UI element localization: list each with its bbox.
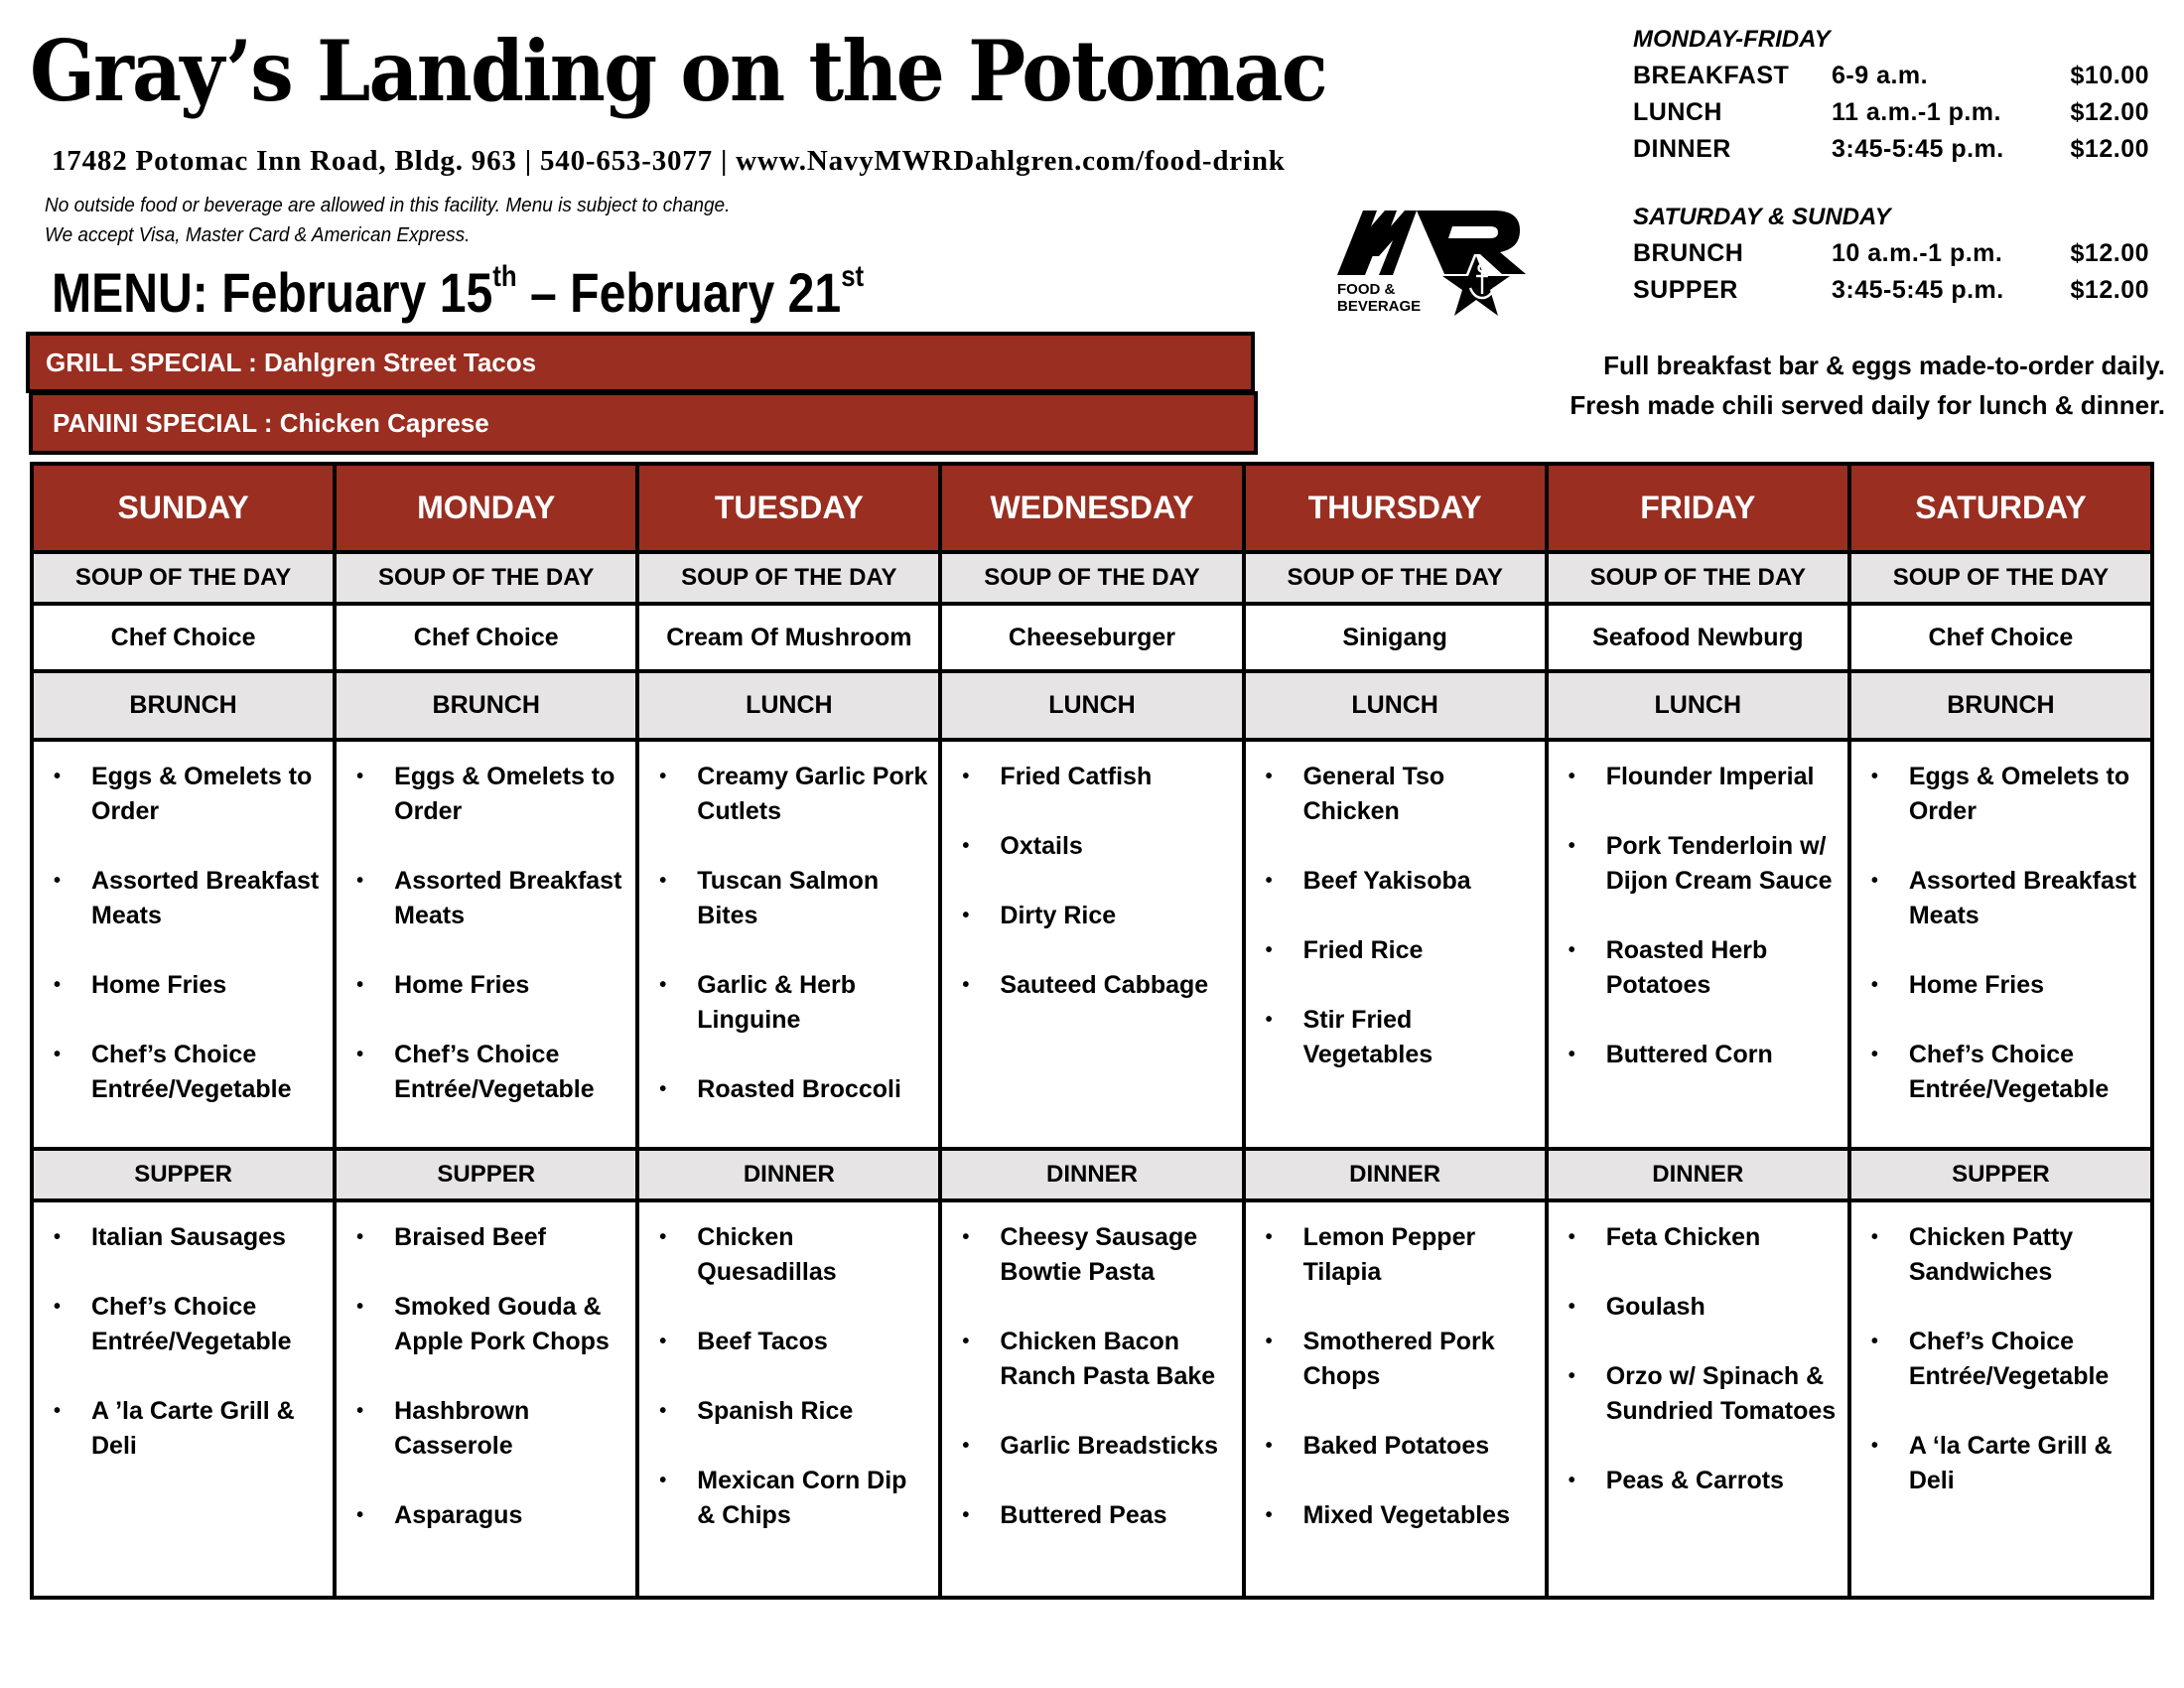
meal-time: 6-9 a.m. — [1832, 62, 1929, 89]
soup-of-the-day-label: SOUP OF THE DAY — [637, 552, 940, 604]
menu-item-text: Smoked Gouda & Apple Pork Chops — [394, 1293, 610, 1355]
bullet-icon: • — [659, 1331, 667, 1352]
menu-heading-ordinal-2: st — [841, 260, 865, 293]
meal2-label-row — [32, 1149, 2152, 1200]
meal-label: DINNER — [1244, 1149, 1547, 1200]
bullet-icon: • — [1265, 870, 1273, 892]
hours-row-dinner — [1633, 131, 2169, 168]
soup-of-the-day-label: SOUP OF THE DAY — [32, 552, 335, 604]
menu-item-list — [1246, 1220, 1537, 1533]
hours-row-brunch — [1633, 235, 2169, 272]
meal-items-cell — [940, 740, 1243, 1149]
svg-text:FOOD &: FOOD & — [1337, 281, 1396, 298]
menu-item — [1246, 864, 1537, 899]
meal-items-cell — [637, 740, 940, 1149]
menu-item — [1851, 1220, 2142, 1290]
menu-item — [34, 1220, 325, 1255]
meal-items-cell — [637, 1200, 940, 1598]
meal-label: LUNCH — [1547, 671, 1849, 740]
bullet-icon: • — [54, 974, 62, 996]
menu-item — [1851, 1429, 2142, 1498]
menu-item-text: Flounder Imperial — [1605, 763, 1815, 790]
menu-item — [34, 1394, 325, 1464]
menu-item — [1851, 760, 2142, 829]
bullet-icon: • — [659, 766, 667, 787]
bullet-icon: • — [54, 870, 62, 892]
meal-items-cell — [1547, 740, 1849, 1149]
menu-item-text: Chef’s Choice Entrée/Vegetable — [1908, 1328, 2110, 1390]
menu-item-text: Italian Sausages — [91, 1223, 286, 1251]
menu-item-text: Braised Beef — [394, 1223, 546, 1251]
soup-of-the-day-label: SOUP OF THE DAY — [1849, 552, 2152, 604]
menu-item — [1549, 760, 1840, 794]
menu-item — [337, 1394, 627, 1464]
menu-item-text: Dirty Rice — [1000, 902, 1117, 929]
menu-item-text: Garlic Breadsticks — [1000, 1432, 1218, 1460]
meal-items-cell — [940, 1200, 1243, 1598]
menu-item — [1549, 933, 1840, 1003]
grill-special-text: GRILL SPECIAL : Dahlgren Street Tacos — [46, 347, 537, 377]
day-header-tuesday: TUESDAY — [637, 464, 940, 552]
bullet-icon: • — [1870, 870, 1878, 892]
menu-item-text: Cheesy Sausage Bowtie Pasta — [1000, 1223, 1198, 1286]
weekday-hours-title: MONDAY-FRIDAY — [1633, 26, 1831, 53]
menu-item-text: Beef Yakisoba — [1302, 867, 1471, 895]
menu-heading-middle: – February 21 — [516, 261, 842, 324]
meal-items-cell — [32, 1200, 335, 1598]
menu-item — [337, 1038, 627, 1107]
chili-note: Fresh made chili served daily for lunch & dinner. — [1570, 390, 2165, 420]
bullet-icon: • — [1870, 1331, 1878, 1352]
menu-item — [942, 1429, 1233, 1464]
bullet-icon: • — [1265, 1435, 1273, 1457]
menu-item — [1246, 1325, 1537, 1394]
meal-name: BRUNCH — [1633, 239, 1744, 267]
bullet-icon: • — [1568, 1365, 1575, 1387]
meal-label: LUNCH — [940, 671, 1243, 740]
menu-item-text: Garlic & Herb Linguine — [697, 971, 857, 1034]
meal-items-cell — [1849, 1200, 2152, 1598]
menu-item — [639, 1072, 930, 1107]
bullet-icon: • — [659, 1470, 667, 1491]
menu-item — [337, 1290, 627, 1359]
menu-item — [337, 1498, 627, 1533]
menu-item-text: Fried Catfish — [1000, 763, 1153, 790]
day-header-row — [32, 464, 2152, 552]
bullet-icon: • — [1870, 1435, 1878, 1457]
bullet-icon: • — [1870, 974, 1878, 996]
bullet-icon: • — [1870, 1226, 1878, 1248]
hours-row-lunch — [1633, 94, 2169, 131]
menu-item-text: Assorted Breakfast Meats — [394, 867, 622, 929]
menu-item — [639, 864, 930, 933]
menu-item-list — [1549, 760, 1840, 1072]
menu-item-text: Chef’s Choice Entrée/Vegetable — [91, 1293, 292, 1355]
menu-item — [639, 1220, 930, 1290]
menu-item — [1549, 1290, 1840, 1325]
bullet-icon: • — [1265, 766, 1273, 787]
bullet-icon: • — [1568, 939, 1575, 961]
soup-of-the-day-label: SOUP OF THE DAY — [335, 552, 637, 604]
menu-item-text: Eggs & Omelets to Order — [394, 763, 615, 825]
bullet-icon: • — [356, 870, 364, 892]
menu-item — [1851, 1325, 2142, 1394]
menu-item-text: Pork Tenderloin w/ Dijon Cream Sauce — [1605, 832, 1833, 895]
bullet-icon: • — [659, 974, 667, 996]
menu-item-text: Hashbrown Casserole — [394, 1397, 530, 1460]
menu-item-text: Orzo w/ Spinach & Sundried Tomatoes — [1605, 1362, 1837, 1425]
menu-item — [1246, 1220, 1537, 1290]
menu-item-list — [942, 1220, 1233, 1533]
menu-heading-prefix: MENU: February 15 — [52, 261, 493, 324]
menu-item — [1246, 1498, 1537, 1533]
daily-notes — [1570, 346, 2165, 425]
bullet-icon: • — [659, 1078, 667, 1100]
menu-item-list — [34, 760, 325, 1107]
bullet-icon: • — [54, 1296, 62, 1318]
menu-item-text: Mixed Vegetables — [1302, 1501, 1510, 1529]
meal-time: 10 a.m.-1 p.m. — [1832, 239, 2003, 267]
menu-item-text: Chef’s Choice Entrée/Vegetable — [91, 1041, 292, 1103]
menu-item — [1549, 1359, 1840, 1429]
meal-name: LUNCH — [1633, 98, 1722, 126]
soup-of-the-day: Chef Choice — [1849, 604, 2152, 671]
menu-item — [34, 864, 325, 933]
menu-item-text: Beef Tacos — [697, 1328, 828, 1355]
menu-item-text: Smothered Pork Chops — [1302, 1328, 1495, 1390]
meal-label: LUNCH — [637, 671, 940, 740]
bullet-icon: • — [356, 1226, 364, 1248]
menu-item — [34, 760, 325, 829]
meal-price: $12.00 — [2070, 135, 2149, 163]
meal-label: LUNCH — [1244, 671, 1547, 740]
bullet-icon: • — [1568, 1470, 1575, 1491]
day-header-thursday: THURSDAY — [1244, 464, 1547, 552]
menu-item — [1851, 1038, 2142, 1107]
restaurant-title: Gray’s Landing on the Potomac — [30, 22, 1326, 120]
menu-item — [337, 1220, 627, 1255]
bullet-icon: • — [54, 1044, 62, 1065]
menu-item — [1851, 864, 2142, 933]
meal-items-cell — [1849, 740, 2152, 1149]
menu-item — [942, 1325, 1233, 1394]
menu-item — [1851, 968, 2142, 1003]
bullet-icon: • — [1265, 1226, 1273, 1248]
bullet-icon: • — [659, 1400, 667, 1422]
menu-item-list — [639, 1220, 930, 1533]
bullet-icon: • — [356, 1296, 364, 1318]
menu-item — [942, 760, 1233, 794]
meal-name: BREAKFAST — [1633, 62, 1790, 89]
bullet-icon: • — [962, 766, 970, 787]
menu-item — [34, 1290, 325, 1359]
menu-item-text: Tuscan Salmon Bites — [697, 867, 880, 929]
panini-special-text: PANINI SPECIAL : Chicken Caprese — [53, 407, 489, 438]
menu-item — [1246, 1429, 1537, 1464]
menu-item-text: Roasted Herb Potatoes — [1605, 936, 1768, 999]
menu-item-list — [1549, 1220, 1840, 1498]
menu-item — [942, 829, 1233, 864]
menu-item-text: Lemon Pepper Tilapia — [1302, 1223, 1476, 1286]
bullet-icon: • — [356, 1044, 364, 1065]
meal-name: SUPPER — [1633, 276, 1738, 304]
menu-item — [639, 1464, 930, 1533]
menu-item-list — [942, 760, 1233, 1003]
menu-item-text: Home Fries — [91, 971, 227, 999]
bullet-icon: • — [1265, 1009, 1273, 1031]
outside-food-notice: No outside food or beverage are allowed in this facility. Menu is subject to change. — [45, 195, 731, 216]
soup-of-the-day-label: SOUP OF THE DAY — [940, 552, 1243, 604]
bullet-icon: • — [659, 1226, 667, 1248]
menu-item-text: Assorted Breakfast Meats — [91, 867, 320, 929]
bullet-icon: • — [356, 1400, 364, 1422]
menu-item — [639, 1325, 930, 1359]
menu-item — [639, 1394, 930, 1429]
meal-price: $12.00 — [2070, 98, 2149, 126]
menu-item-text: Chicken Quesadillas — [697, 1223, 837, 1286]
bullet-icon: • — [1870, 1044, 1878, 1065]
bullet-icon: • — [1870, 766, 1878, 787]
soup-label-row — [32, 552, 2152, 604]
menu-item-text: Feta Chicken — [1605, 1223, 1761, 1251]
menu-item-text: Creamy Garlic Pork Cutlets — [697, 763, 928, 825]
payment-notice: We accept Visa, Master Card & American Express. — [45, 224, 471, 246]
menu-item — [942, 968, 1233, 1003]
hours-row-breakfast — [1633, 58, 2169, 94]
meal-label: DINNER — [1547, 1149, 1849, 1200]
menu-item — [1549, 1220, 1840, 1255]
menu-item-text: Goulash — [1605, 1293, 1706, 1321]
bullet-icon: • — [1568, 766, 1575, 787]
meal-label: DINNER — [637, 1149, 940, 1200]
menu-item-text: Oxtails — [1000, 832, 1083, 860]
bullet-icon: • — [659, 870, 667, 892]
menu-item — [942, 899, 1233, 933]
bullet-icon: • — [962, 905, 970, 926]
bullet-icon: • — [1568, 1296, 1575, 1318]
menu-item — [1246, 1003, 1537, 1072]
menu-item — [942, 1498, 1233, 1533]
menu-item-text: Spanish Rice — [697, 1397, 854, 1425]
bullet-icon: • — [356, 766, 364, 787]
menu-item — [337, 864, 627, 933]
menu-item-text: Chicken Patty Sandwiches — [1908, 1223, 2074, 1286]
bullet-icon: • — [962, 1435, 970, 1457]
mwr-food-beverage-logo — [1335, 211, 1534, 330]
menu-item-text: Buttered Peas — [1000, 1501, 1167, 1529]
menu-item — [1246, 760, 1537, 829]
day-header-wednesday: WEDNESDAY — [940, 464, 1243, 552]
meal-items-cell — [1244, 1200, 1547, 1598]
bullet-icon: • — [962, 1504, 970, 1526]
menu-item-text: Asparagus — [394, 1501, 523, 1529]
meal-price: $12.00 — [2070, 276, 2149, 304]
menu-item-text: Home Fries — [1908, 971, 2045, 999]
bullet-icon: • — [962, 835, 970, 857]
bullet-icon: • — [356, 974, 364, 996]
menu-item-list — [337, 760, 627, 1107]
meal-price: $12.00 — [2070, 239, 2149, 267]
menu-item-list — [1851, 760, 2142, 1107]
bullet-icon: • — [1265, 1331, 1273, 1352]
soup-of-the-day-label: SOUP OF THE DAY — [1547, 552, 1849, 604]
meal-items-cell — [32, 740, 335, 1149]
meal-items-cell — [1244, 740, 1547, 1149]
soup-row — [32, 604, 2152, 671]
menu-item — [1246, 933, 1537, 968]
bullet-icon: • — [1265, 939, 1273, 961]
menu-item — [1549, 829, 1840, 899]
menu-item-text: Sauteed Cabbage — [1000, 971, 1209, 999]
panini-special-banner — [29, 391, 1258, 455]
weekly-menu-table — [30, 462, 2154, 1600]
meal1-label-row — [32, 671, 2152, 740]
day-header-sunday: SUNDAY — [32, 464, 335, 552]
menu-item-text: Eggs & Omelets to Order — [91, 763, 313, 825]
soup-of-the-day: Cream Of Mushroom — [637, 604, 940, 671]
meal-label: SUPPER — [335, 1149, 637, 1200]
meal-time: 3:45-5:45 p.m. — [1832, 135, 2004, 163]
soup-of-the-day: Seafood Newburg — [1547, 604, 1849, 671]
soup-of-the-day: Chef Choice — [335, 604, 637, 671]
menu-item — [34, 968, 325, 1003]
menu-item — [639, 968, 930, 1038]
hours-and-prices — [1633, 22, 2169, 309]
weekend-hours-title: SATURDAY & SUNDAY — [1633, 204, 1891, 230]
menu-item-list — [639, 760, 930, 1107]
day-header-monday: MONDAY — [335, 464, 637, 552]
bullet-icon: • — [1568, 1044, 1575, 1065]
menu-item — [34, 1038, 325, 1107]
meal1-items-row — [32, 740, 2152, 1149]
soup-of-the-day: Chef Choice — [32, 604, 335, 671]
meal-items-cell — [335, 740, 637, 1149]
menu-item-text: Home Fries — [394, 971, 530, 999]
mwr-logo-icon — [1335, 211, 1534, 330]
bullet-icon: • — [1568, 1226, 1575, 1248]
address-contact-line: 17482 Potomac Inn Road, Bldg. 963 | 540-653-3077 | www.NavyMWRDahlgren.com/food-drink — [52, 145, 1286, 177]
menu-heading-ordinal-1: th — [492, 260, 517, 293]
bullet-icon: • — [54, 766, 62, 787]
menu-item — [1549, 1038, 1840, 1072]
meal-label: SUPPER — [1849, 1149, 2152, 1200]
meal-label: SUPPER — [32, 1149, 335, 1200]
grill-special-banner — [26, 332, 1255, 393]
bullet-icon: • — [962, 1331, 970, 1352]
menu-item-text: Fried Rice — [1302, 936, 1424, 964]
menu-item-text: Roasted Broccoli — [697, 1075, 901, 1103]
meal-time: 11 a.m.-1 p.m. — [1832, 98, 2001, 126]
menu-item — [337, 760, 627, 829]
menu-item-text: Stir Fried Vegetables — [1302, 1006, 1433, 1068]
meal-name: DINNER — [1633, 135, 1731, 163]
meal-label: BRUNCH — [1849, 671, 2152, 740]
menu-item — [337, 968, 627, 1003]
menu-item-list — [1246, 760, 1537, 1072]
menu-item-text: A ’la Carte Grill & Deli — [91, 1397, 295, 1460]
meal-items-cell — [1547, 1200, 1849, 1598]
menu-item-list — [1851, 1220, 2142, 1498]
menu-item-list — [34, 1220, 325, 1464]
breakfast-bar-note: Full breakfast bar & eggs made-to-order daily. — [1603, 351, 2165, 380]
soup-of-the-day-label: SOUP OF THE DAY — [1244, 552, 1547, 604]
menu-item-text: A ‘la Carte Grill & Deli — [1908, 1432, 2113, 1494]
bullet-icon: • — [54, 1400, 62, 1422]
menu-item-text: Baked Potatoes — [1302, 1432, 1490, 1460]
menu-item-text: Chef’s Choice Entrée/Vegetable — [1908, 1041, 2110, 1103]
menu-item-text: Peas & Carrots — [1605, 1467, 1784, 1494]
menu-item-text: General Tso Chicken — [1302, 763, 1445, 825]
meal-label: DINNER — [940, 1149, 1243, 1200]
menu-item — [639, 760, 930, 829]
menu-item-text: Chicken Bacon Ranch Pasta Bake — [1000, 1328, 1216, 1390]
menu-item — [1549, 1464, 1840, 1498]
bullet-icon: • — [962, 1226, 970, 1248]
day-header-saturday: SATURDAY — [1849, 464, 2152, 552]
meal-price: $10.00 — [2070, 62, 2149, 89]
meal-label: BRUNCH — [32, 671, 335, 740]
bullet-icon: • — [962, 974, 970, 996]
menu-item-text: Mexican Corn Dip & Chips — [697, 1467, 907, 1529]
bullet-icon: • — [1568, 835, 1575, 857]
meal-items-cell — [335, 1200, 637, 1598]
meal2-items-row — [32, 1200, 2152, 1598]
soup-of-the-day: Cheeseburger — [940, 604, 1243, 671]
menu-date-range-heading — [52, 260, 864, 326]
hours-row-supper — [1633, 272, 2169, 309]
menu-item-list — [337, 1220, 627, 1533]
menu-item-text: Buttered Corn — [1605, 1041, 1773, 1068]
meal-time: 3:45-5:45 p.m. — [1832, 276, 2004, 304]
menu-item-text: Assorted Breakfast Meats — [1908, 867, 2137, 929]
menu-item-text: Eggs & Omelets to Order — [1908, 763, 2130, 825]
bullet-icon: • — [54, 1226, 62, 1248]
day-header-friday: FRIDAY — [1547, 464, 1849, 552]
menu-item-text: Chef’s Choice Entrée/Vegetable — [394, 1041, 595, 1103]
svg-text:BEVERAGE: BEVERAGE — [1337, 298, 1422, 315]
bullet-icon: • — [356, 1504, 364, 1526]
menu-item — [942, 1220, 1233, 1290]
soup-of-the-day: Sinigang — [1244, 604, 1547, 671]
bullet-icon: • — [1265, 1504, 1273, 1526]
meal-label: BRUNCH — [335, 671, 637, 740]
